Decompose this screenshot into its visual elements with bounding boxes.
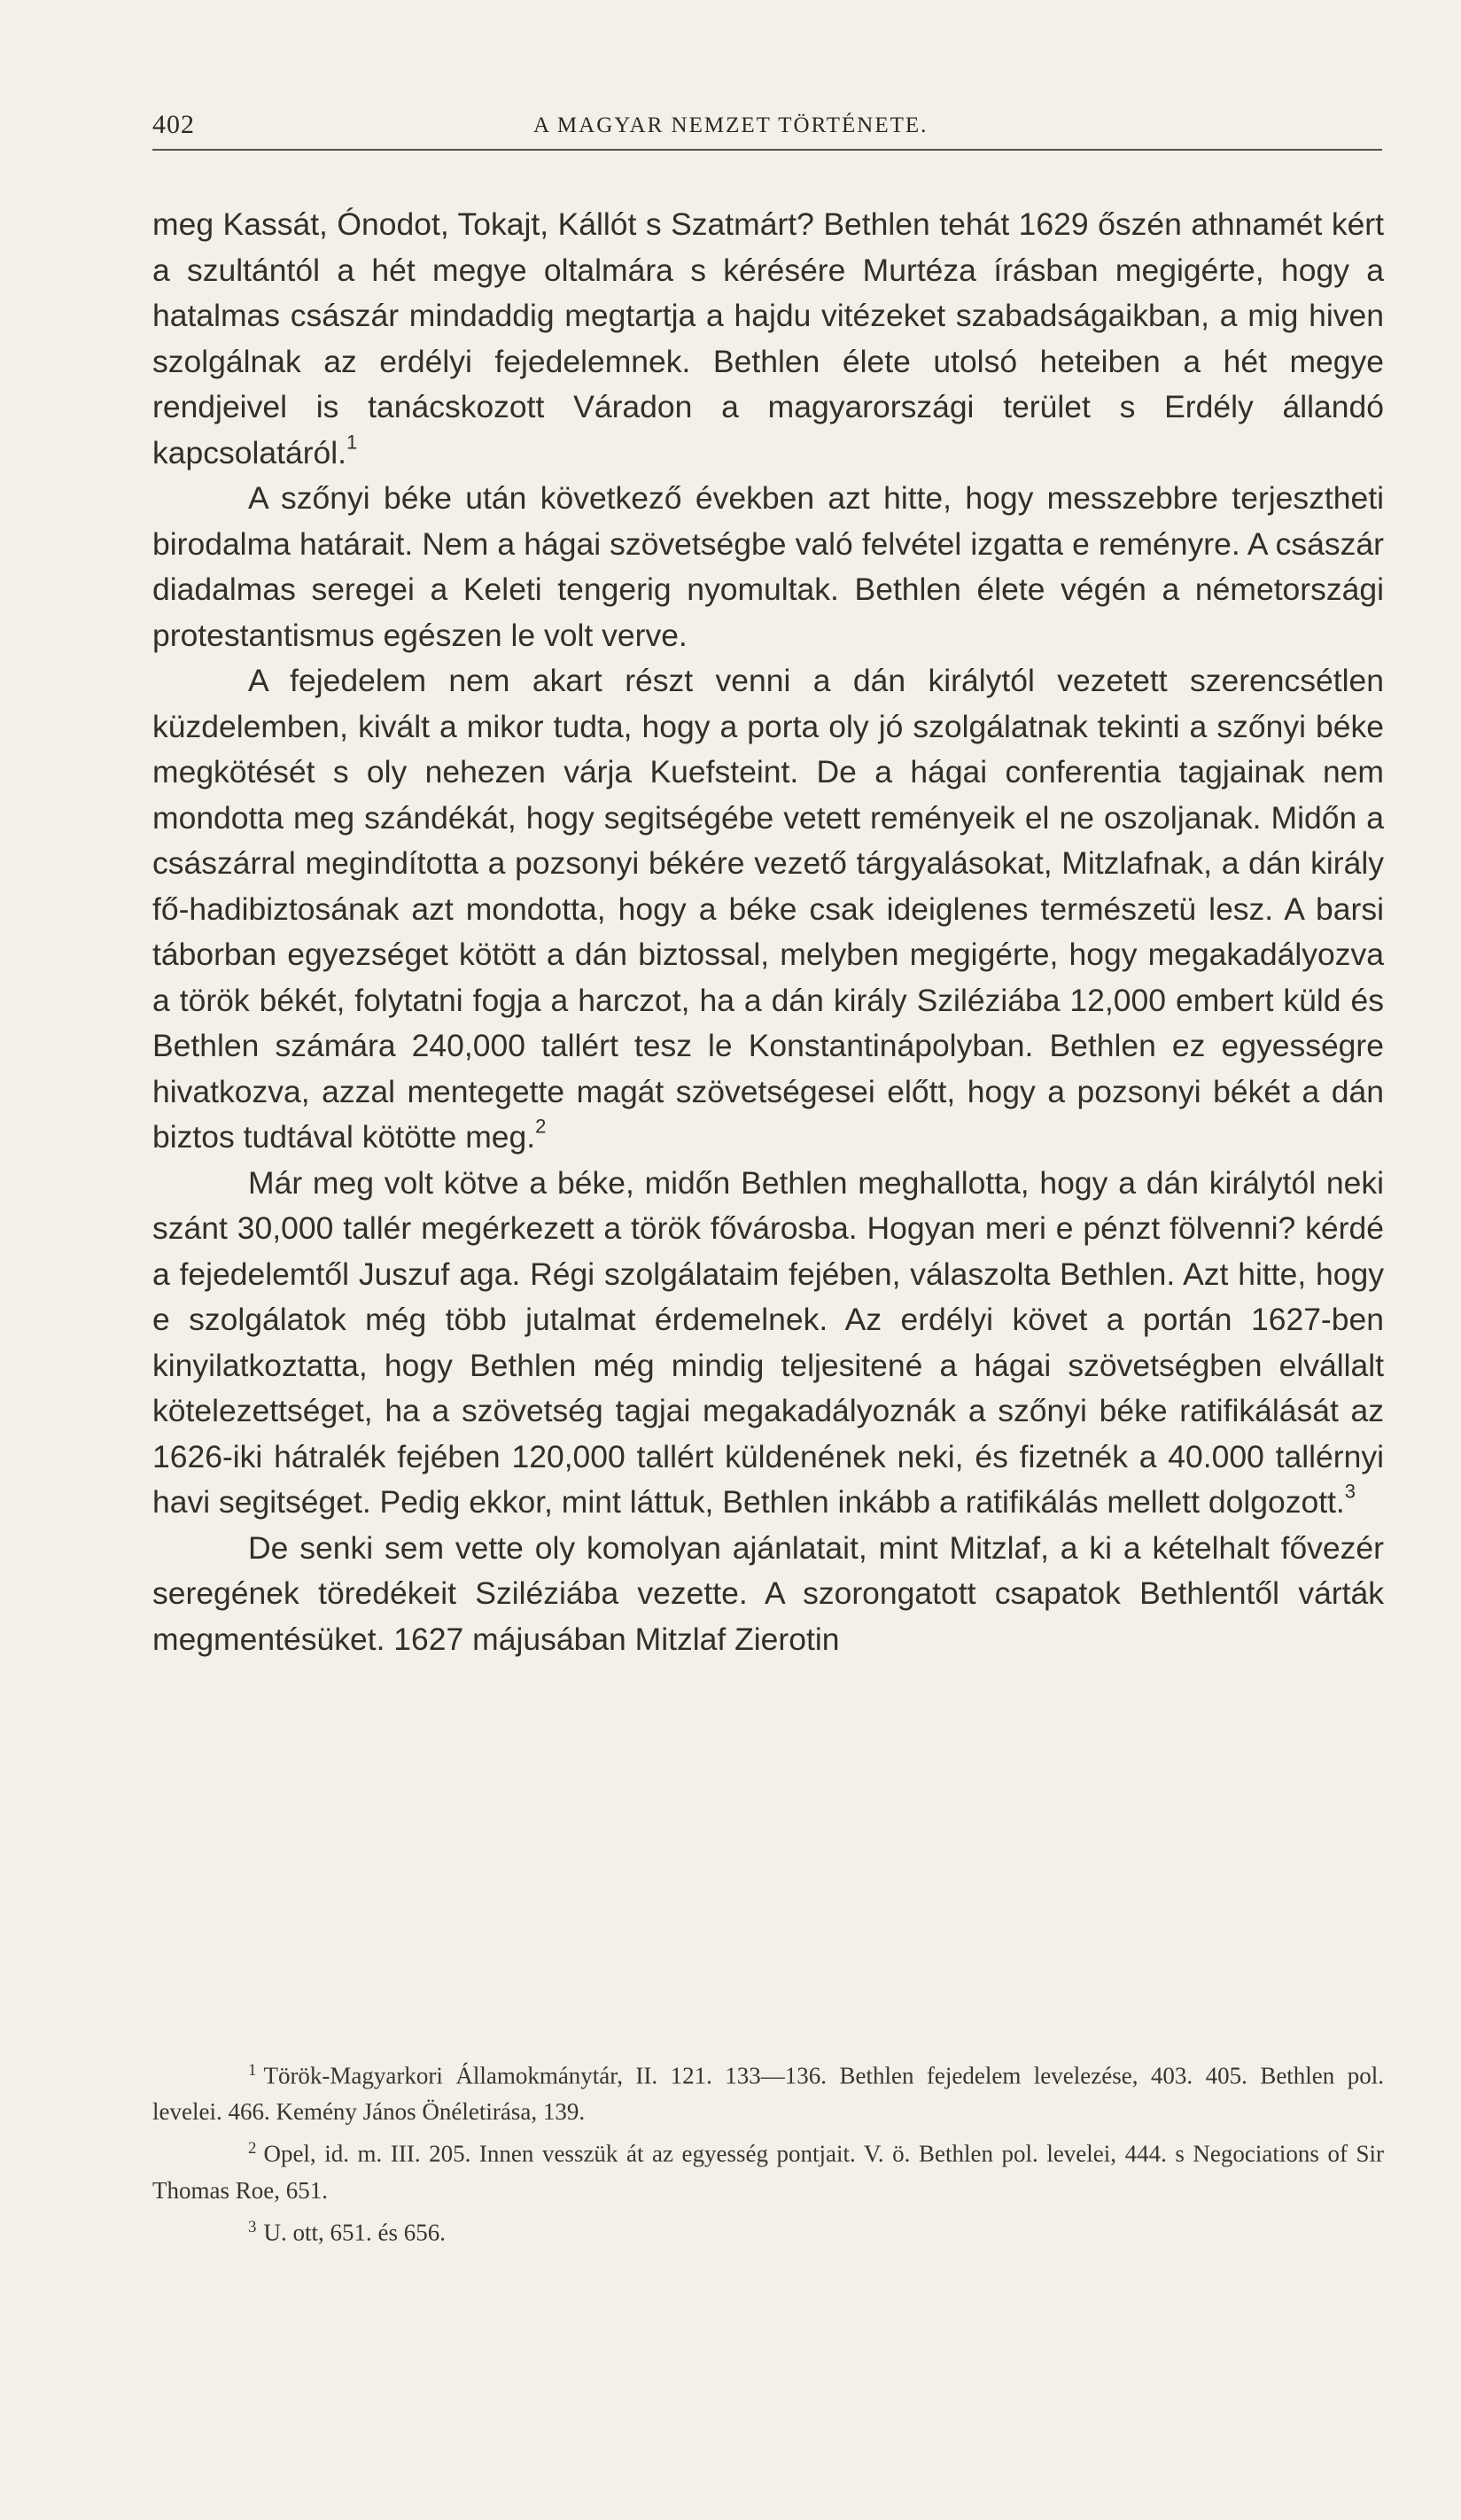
paragraph-text: meg Kassát, Ónodot, Tokajt, Kállót s Szatmárt? Bethlen tehát 1629 őszén athnamét kért a szultántól a hét megye oltalmára s kérésére Murtéza írásban megigérte, hogy a hatalmas császár mindaddig megtartja a hajdu vitézeket szabadságaikban, a mig hiven szolgálnak az erdélyi fejedelemnek. Bethlen élete utolsó heteiben a hét megye rendjeivel is tanácskozott Váradon a magyarországi terület s Erdély állandó kapcsolatáról. [152, 206, 1384, 471]
page-header [152, 105, 1382, 151]
footnote-text: Opel, id. m. III. 205. Innen vesszük át az egyesség pontjait. V. ö. Bethlen pol. levelei, 444. s Negociations of Sir Thomas Roe, 651. [152, 2140, 1384, 2204]
paragraph-text: Már meg volt kötve a béke, midőn Bethlen meghallotta, hogy a dán királytól neki szánt 30,000 tallér megérkezett a török fővárosba. Hogyan meri e pénzt fölvenni? kérdé a fejedelemtől Juszuf aga. Régi szolgálataim fejében, válaszolta Bethlen. Azt hitte, hogy e szolgálatok még több jutalmat érdemelnek. Az erdélyi követ a portán 1627-ben kinyilatkoztatta, hogy Bethlen még mindig teljesitené a hágai szövetségben elvállalt kötelezettséget, ha a szövetség tagjai megakadályoznák a szőnyi béke ratifikálását az 1626-iki hátralék fejében 120,000 tallért küldenének neki, és fizetnék a 40.000 tallérnyi havi segitséget. Pedig ekkor, mint láttuk, Bethlen inkább a ratifikálás mellett dolgozott. [152, 1164, 1384, 1520]
footnote-ref: 1 [346, 431, 358, 453]
footnote-mark: 3 [248, 2217, 257, 2236]
footnote [152, 2052, 1384, 2130]
running-title: A MAGYAR NEMZET TÖRTÉNETE. [533, 113, 929, 137]
paragraph [152, 202, 1384, 476]
footnote [152, 2209, 1384, 2251]
footnote [152, 2130, 1384, 2208]
paragraph [152, 658, 1384, 1161]
paragraph [152, 1161, 1384, 1526]
paragraph-text: A szőnyi béke után következő években azt hitte, hogy messzebbre terjesztheti birodalma határait. Nem a hágai szövetségbe való felvétel izgatta e reményre. A császár diadalmas seregei a Keleti tengerig nyomultak. Bethlen élete végén a németországi protestantismus egészen le volt verve. [152, 480, 1384, 653]
footnotes [152, 2052, 1384, 2251]
footnote-text: Török-Magyarkori Államokmánytár, II. 121. 133—136. Bethlen fejedelem levelezése, 403. 405. Bethlen pol. levelei. 466. Kemény János Önéletirása, 139. [152, 2062, 1384, 2126]
paragraph [152, 1526, 1384, 1663]
footnote-mark: 1 [248, 2061, 257, 2080]
paragraph-text: De senki sem vette oly komolyan ajánlatait, mint Mitzlaf, a ki a kételhalt fővezér seregének töredékeit Sziléziába vezette. A szorongatott csapatok Bethlentől várták megmentésüket. 1627 májusában Mitzlaf Zierotin [152, 1529, 1384, 1657]
paragraph-text: A fejedelem nem akart részt venni a dán királytól vezetett szerencsétlen küzdelemben, kivált a mikor tudta, hogy a porta oly jó szolgálatnak tekinti a szőnyi béke megkötését s oly nehezen várja Kuefsteint. De a hágai conferentia tagjainak nem mondotta meg szándékát, hogy segitségébe vetett reményeik el ne oszoljanak. Midőn a császárral megindította a pozsonyi békére vezető tárgyalásokat, Mitzlafnak, a dán király fő-hadibiztosának azt mondotta, hogy a béke csak ideiglenes természetü lesz. A barsi táborban egyezséget kötött a dán biztossal, melyben megigérte, hogy megakadályozva a török békét, folytatni fogja a harczot, ha a dán király Sziléziába 12,000 embert küld és Bethlen számára 240,000 tallért tesz le Konstantinápolyban. Bethlen ez egyességre hivatkozva, azzal mentegette magát szövetségesei előtt, hogy a pozsonyi békét a dán biztos tudtával kötötte meg. [152, 663, 1384, 1155]
footnote-text: U. ott, 651. és 656. [263, 2219, 446, 2246]
footnote-ref: 2 [535, 1115, 547, 1138]
footnote-mark: 2 [248, 2139, 257, 2158]
body-text [152, 202, 1384, 1662]
paragraph [152, 476, 1384, 658]
page-number: 402 [152, 110, 195, 139]
footnote-ref: 3 [1344, 1480, 1356, 1503]
